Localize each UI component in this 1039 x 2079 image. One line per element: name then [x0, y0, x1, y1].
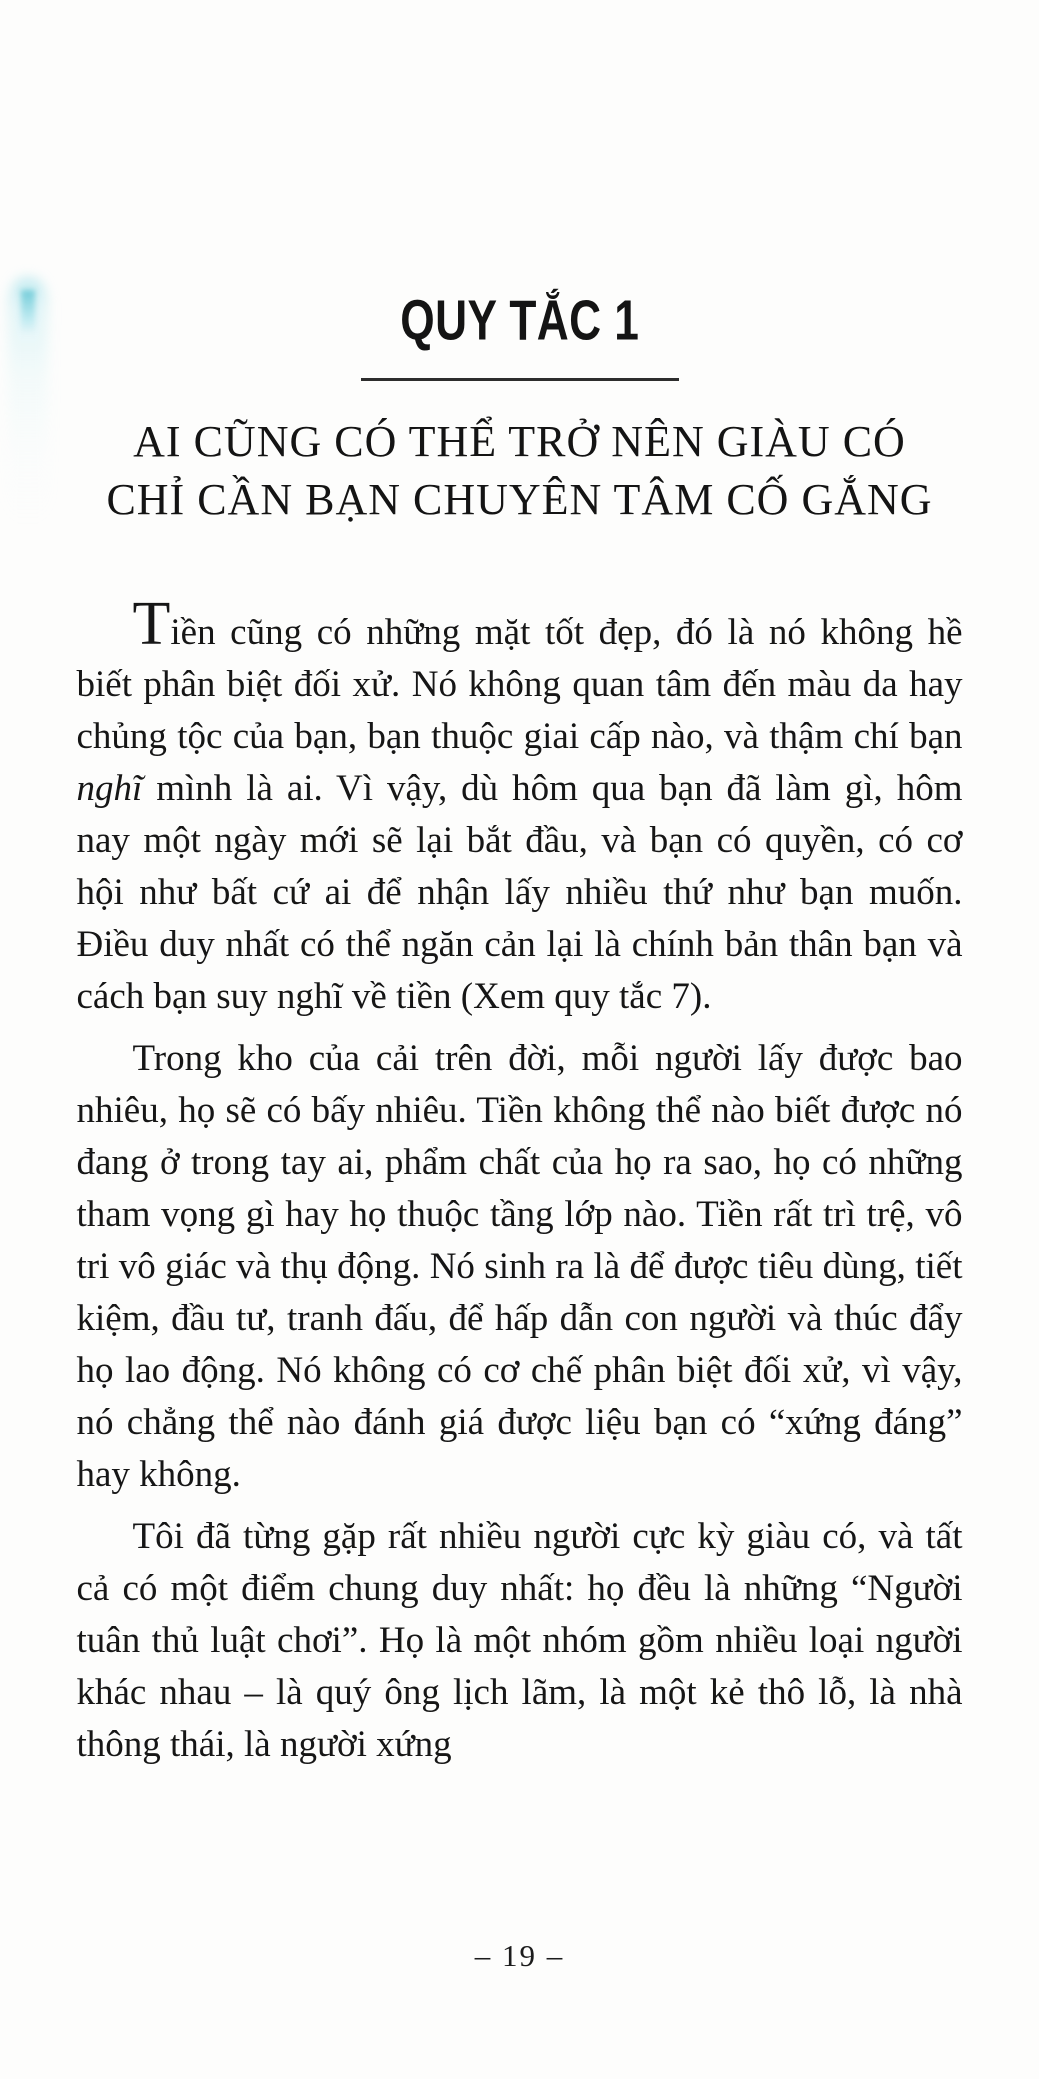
book-page: [0, 290, 1039, 2079]
paragraph: [77, 1511, 963, 1771]
text-run: iền cũng có những mặt tốt đẹp, đó là nó không hề biết phân biệt đối xử. Nó không quan tâm đến màu da hay chủng tộc của bạn, bạn thuộc giai cấp nào, và thậm chí bạn: [76, 612, 963, 757]
raised-initial: T: [132, 590, 171, 658]
chapter-label-text: QUY TẮC 1: [399, 289, 640, 353]
text-run: Trong kho của cải trên đời, mỗi người lấy được bao nhiêu, họ sẽ có bấy nhiêu. Tiền không thể nào biết được nó đang ở trong tay ai, phẩm chất của họ ra sao, họ có những tham vọng gì hay họ thuộc tầng lớp nào. Tiền rất trì trệ, vô tri vô giác và thụ động. Nó sinh ra là để được tiêu dùng, tiết kiệm, đầu tư, tranh đấu, để hấp dẫn con người và thúc đẩy họ lao động. Nó không có cơ chế phân biệt đối xử, vì vậy, nó chẳng thể nào đánh giá được liệu bạn có “xứng đáng” hay không.: [76, 1038, 963, 1495]
italic-text: nghĩ: [76, 768, 143, 809]
chapter-label: [0, 290, 1039, 352]
page-number: – 19 –: [474, 1938, 565, 1973]
text-run: Tôi đã từng gặp rất nhiều người cực kỳ giàu có, và tất cả có một điểm chung duy nhất: họ đều là những “Người tuân thủ luật chơi”. Họ là một nhóm gồm nhiều loại người khác nhau – là quý ông lịch lãm, là một kẻ thô lỗ, là nhà thông thái, là người xứng: [76, 1516, 963, 1765]
body-text: [76, 590, 963, 1771]
paragraph: [77, 1033, 963, 1501]
chapter-heading-line1: AI CŨNG CÓ THỂ TRỞ NÊN GIÀU CÓ: [133, 417, 906, 466]
paragraph: [76, 590, 963, 1023]
chapter-heading: [0, 413, 1039, 529]
text-run: mình là ai. Vì vậy, dù hôm qua bạn đã làm gì, hôm nay một ngày mới sẽ lại bắt đầu, và bạn có quyền, có cơ hội như bất cứ ai để nhận lấy nhiều thứ như bạn muốn. Điều duy nhất có thể ngăn cản lại là chính bản thân bạn và cách bạn suy nghĩ về tiền (Xem quy tắc 7).: [76, 768, 963, 1017]
chapter-title-underline: [361, 378, 679, 381]
chapter-heading-line2: CHỈ CẦN BẠN CHUYÊN TÂM CỐ GẮNG: [106, 475, 933, 524]
